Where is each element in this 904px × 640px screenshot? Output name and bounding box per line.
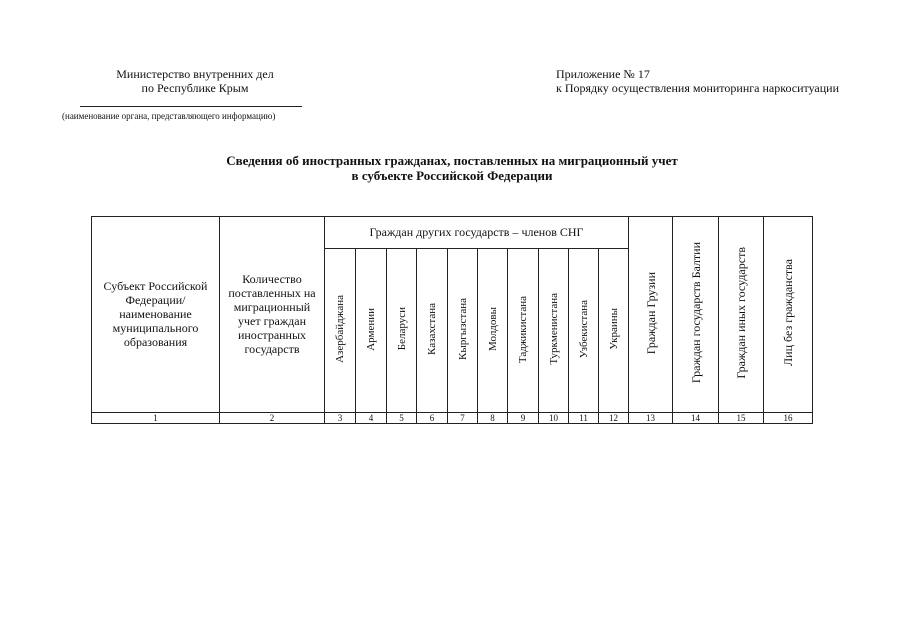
col-header-country xyxy=(325,249,356,413)
col-header-baltic-label: Граждан государств Балтии xyxy=(688,242,703,384)
column-number: 16 xyxy=(764,412,813,423)
country-label: Молдовы xyxy=(486,307,499,352)
col-header-country xyxy=(356,249,387,413)
org-name-caption: (наименование органа, представляющего информацию) xyxy=(62,111,276,121)
country-label: Украины xyxy=(607,308,620,350)
column-number: 3 xyxy=(325,412,356,423)
country-label: Кыргызстана xyxy=(456,298,469,361)
column-number: 15 xyxy=(719,412,764,423)
column-number: 7 xyxy=(448,412,478,423)
column-number: 9 xyxy=(508,412,539,423)
column-number: 13 xyxy=(629,412,673,423)
column-number: 1 xyxy=(92,412,220,423)
org-name-underline xyxy=(80,106,302,107)
ministry-line-1: Министерство внутренних дел xyxy=(116,67,274,81)
appendix-line-2: к Порядку осуществления мониторинга наркоситуации xyxy=(556,81,840,95)
country-label: Беларуси xyxy=(395,307,408,351)
column-number: 8 xyxy=(478,412,508,423)
column-number: 4 xyxy=(356,412,387,423)
column-number-row xyxy=(92,412,813,423)
document-title xyxy=(120,153,784,183)
col-header-other-label: Граждан иных государств xyxy=(734,247,748,379)
col-header-subject: Субъект Российской Федерации/ наименование муниципального образования xyxy=(92,217,220,413)
col-header-georgia-label: Граждан Грузии xyxy=(643,271,658,355)
col-header-country xyxy=(599,249,629,413)
col-header-stateless xyxy=(764,217,813,413)
country-label: Туркменистана xyxy=(547,293,560,365)
col-group-header-cis: Граждан других государств – членов СНГ xyxy=(325,217,629,249)
column-number: 14 xyxy=(673,412,719,423)
title-line-2: в субъекте Российской Федерации xyxy=(351,168,553,183)
title-line-1: Сведения об иностранных гражданах, поставленных на миграционный учет xyxy=(226,153,678,168)
column-number: 2 xyxy=(220,412,325,423)
appendix-note xyxy=(556,67,839,95)
ministry-name xyxy=(70,67,320,95)
column-number: 12 xyxy=(599,412,629,423)
country-label: Таджикистана xyxy=(517,295,529,363)
column-number: 11 xyxy=(569,412,599,423)
col-header-country xyxy=(417,249,448,413)
migration-table xyxy=(91,216,813,424)
col-header-country xyxy=(387,249,417,413)
col-header-baltic xyxy=(673,217,719,413)
col-header-country xyxy=(508,249,539,413)
appendix-line-1: Приложение № 17 xyxy=(556,67,650,81)
column-number: 6 xyxy=(417,412,448,423)
column-number: 5 xyxy=(387,412,417,423)
col-header-country xyxy=(539,249,569,413)
column-number: 10 xyxy=(539,412,569,423)
col-header-count: Количество поставленных на миграционный учет граждан иностранных государств xyxy=(220,217,325,413)
country-label: Узбекистана xyxy=(577,299,590,359)
country-label: Азербайджана xyxy=(334,295,346,364)
col-header-georgia xyxy=(629,217,673,413)
col-header-country xyxy=(448,249,478,413)
col-header-country xyxy=(478,249,508,413)
col-header-country xyxy=(569,249,599,413)
col-header-stateless-label: Лиц без гражданства xyxy=(781,259,795,367)
col-header-other xyxy=(719,217,764,413)
ministry-line-2: по Республике Крым xyxy=(141,81,249,95)
country-label: Казахстана xyxy=(426,303,438,356)
country-label: Армении xyxy=(365,307,377,351)
